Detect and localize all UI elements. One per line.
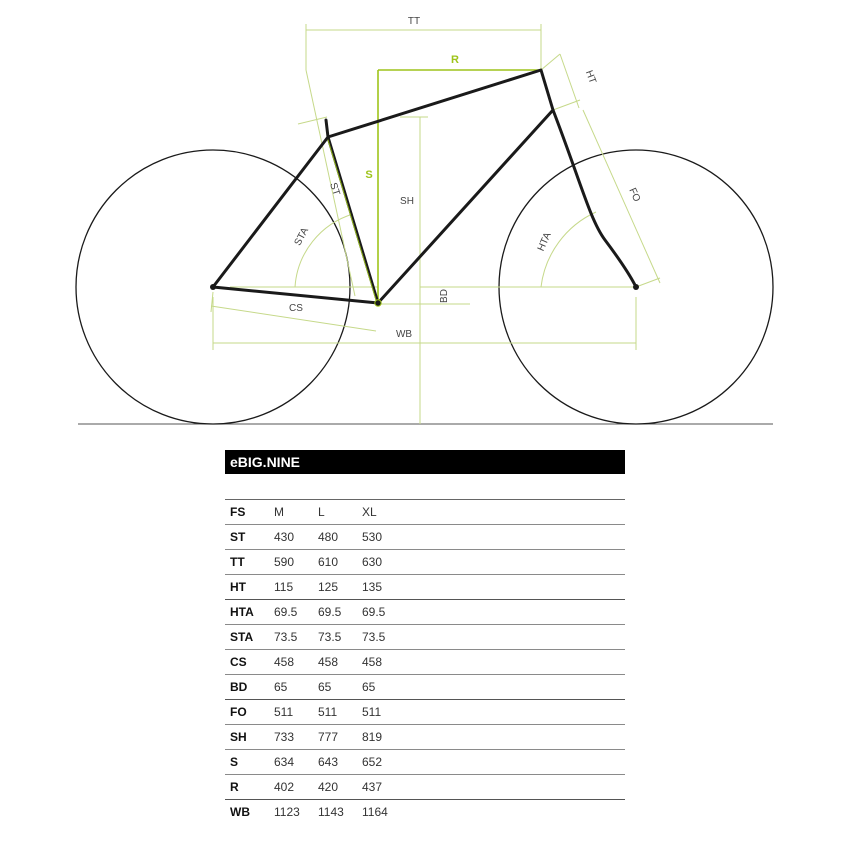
label-s: S (365, 169, 373, 181)
table-row (225, 525, 625, 550)
row-label: FO (225, 700, 274, 725)
label-cs: CS (289, 303, 303, 314)
cell-value: 610 (318, 550, 362, 575)
cell-value: 420 (318, 775, 362, 800)
cell-value: 511 (362, 700, 406, 725)
row-label: BD (225, 675, 274, 700)
cell-value: 458 (362, 650, 406, 675)
cell-value: 69.5 (362, 600, 406, 625)
table-row (225, 700, 625, 725)
row-label: S (225, 750, 274, 775)
label-st: ST (327, 181, 342, 198)
size-header: M (274, 500, 318, 525)
cell-value: 777 (318, 725, 362, 750)
label-r: R (451, 54, 459, 66)
row-label: TT (225, 550, 274, 575)
table-header-row (225, 500, 625, 525)
cell-value: 135 (362, 575, 406, 600)
cell-value: 73.5 (362, 625, 406, 650)
cell-value: 65 (274, 675, 318, 700)
cell-value: 511 (274, 700, 318, 725)
label-ht: HT (582, 68, 598, 86)
cell-value: 458 (318, 650, 362, 675)
geometry-table (225, 499, 625, 824)
row-label: ST (225, 525, 274, 550)
size-header: XL (362, 500, 406, 525)
cell-value: 69.5 (274, 600, 318, 625)
table-row (225, 625, 625, 650)
table-title: eBIG.NINE (225, 450, 625, 474)
table-row (225, 750, 625, 775)
label-sh: SH (400, 196, 414, 207)
cell-value: 73.5 (318, 625, 362, 650)
cell-value: 1123 (274, 805, 300, 819)
row-label: R (225, 775, 274, 800)
table-row (225, 725, 625, 750)
row-label: WB (230, 805, 250, 819)
label-hta: HTA (535, 230, 554, 254)
cell-value: 1143 (318, 805, 344, 819)
size-header: L (318, 500, 362, 525)
table-row (225, 650, 625, 675)
cell-value: 458 (274, 650, 318, 675)
row-label: HT (225, 575, 274, 600)
cell-value: 819 (362, 725, 406, 750)
cell-value: 652 (362, 750, 406, 775)
cell-value: 73.5 (274, 625, 318, 650)
label-wb: WB (395, 329, 413, 340)
row-label: STA (225, 625, 274, 650)
cell-value: 430 (274, 525, 318, 550)
label-tt: TT (407, 16, 421, 27)
bike-frame (210, 70, 639, 306)
cell-value: 125 (318, 575, 362, 600)
cell-value: 65 (362, 675, 406, 700)
label-fo: FO (626, 186, 643, 204)
cell-value: 630 (362, 550, 406, 575)
header-label: FS (225, 500, 274, 525)
table-row (225, 550, 625, 575)
cell-value: 69.5 (318, 600, 362, 625)
table-row (225, 800, 625, 825)
label-sta: STA (292, 225, 312, 248)
cell-value: 643 (318, 750, 362, 775)
table-row (225, 600, 625, 625)
cell-value: 530 (362, 525, 406, 550)
cell-value: 590 (274, 550, 318, 575)
table-row (225, 675, 625, 700)
cell-value: 437 (362, 775, 406, 800)
cell-value: 65 (318, 675, 362, 700)
cell-value: 480 (318, 525, 362, 550)
row-label: HTA (225, 600, 274, 625)
cell-value: 733 (274, 725, 318, 750)
cell-value: 115 (274, 575, 318, 600)
table-row (225, 775, 625, 800)
label-bd: BD (439, 289, 450, 303)
dimension-lines (211, 24, 660, 424)
cell-value: 634 (274, 750, 318, 775)
table-row (225, 575, 625, 600)
row-label: SH (225, 725, 274, 750)
cell-value: 511 (318, 700, 362, 725)
cell-value: 402 (274, 775, 318, 800)
row-label: CS (225, 650, 274, 675)
cell-value: 1164 (362, 805, 388, 819)
